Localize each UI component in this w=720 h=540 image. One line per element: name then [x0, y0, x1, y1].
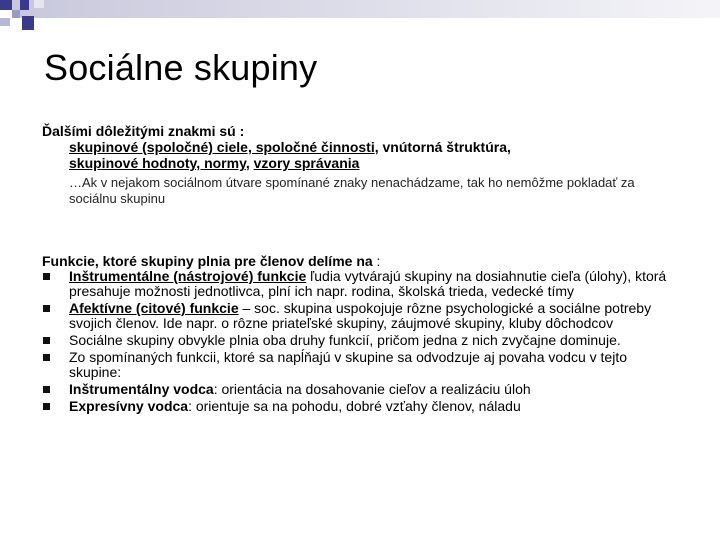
bullet-label: Inštrumentálny vodca — [69, 381, 214, 397]
bullet-square-icon — [43, 305, 50, 312]
section2-lead — [42, 253, 682, 269]
bullet-text: : orientuje sa na pohodu, dobré vzťahy členov, náladu — [188, 398, 521, 414]
bullet-square-icon — [43, 337, 50, 344]
section1-lead: Ďalšími dôležitými znakmi sú : — [42, 123, 245, 139]
bullet-square-icon — [43, 273, 50, 280]
bullet-square-icon — [43, 354, 50, 361]
header-decoration — [0, 0, 720, 45]
list-item — [42, 399, 682, 414]
bullet-label: Inštrumentálne (nástrojové) funkcie — [69, 268, 307, 284]
bullet-label: Expresívny vodca — [69, 398, 189, 414]
section1-item-a: skupinové (spoločné) ciele, spoločné činnosti — [69, 139, 375, 155]
section2-lead-text: Funkcie, ktoré skupiny plnia pre členov delíme na — [42, 253, 373, 269]
section1-sep: , — [245, 155, 254, 171]
section1-note: …Ak v nejakom sociálnom útvare spomínané znaky nenachádzame, tak ho nemôžme pokladať za sociálnu skupinu — [69, 175, 635, 206]
slide-title: Sociálne skupiny — [44, 47, 318, 88]
section1-item-c: vzory správania — [253, 155, 360, 171]
list-item — [42, 350, 682, 380]
bullet-text: Sociálne skupiny obvykle plnia oba druhy funkcií, pričom jedna z nich zvyčajne dominuje. — [69, 332, 621, 348]
bullet-square-icon — [43, 403, 50, 410]
section1-item-b: skupinové hodnoty, normy — [69, 155, 246, 171]
bullet-text: – soc. skupina uspokojuje rôzne psychologické a sociálne potreby svojich členov. Ide napr. o rôzne priateľské skupiny, záujmové skupiny, kluby dôchodcov — [69, 300, 652, 331]
bullet-text: ľudia vytvárajú skupiny na dosiahnutie cieľa (úlohy), ktorá presahuje možnosti jednotlivca, plní ich napr. rodina, školská trieda, vedecké tímy — [69, 268, 667, 299]
bullet-label: Afektívne (citové) funkcie — [69, 300, 239, 316]
list-item — [42, 269, 682, 299]
list-item — [42, 333, 682, 348]
section1-items — [42, 139, 682, 171]
list-item — [42, 301, 682, 331]
section1-item-rest: , vnútorná štruktúra, — [374, 139, 511, 155]
bullet-square-icon — [43, 386, 50, 393]
section2-lead-tail: : — [372, 253, 381, 269]
function-list — [42, 269, 682, 414]
slide-content — [42, 123, 682, 416]
bullet-text: Zo spomínaných funkcii, ktoré sa napĺňajú v skupine sa odvodzuje aj povaha vodcu v tejto skupine: — [69, 349, 627, 380]
list-item — [42, 382, 682, 397]
bullet-text: : orientácia na dosahovanie cieľov a realizáciu úloh — [213, 381, 531, 397]
